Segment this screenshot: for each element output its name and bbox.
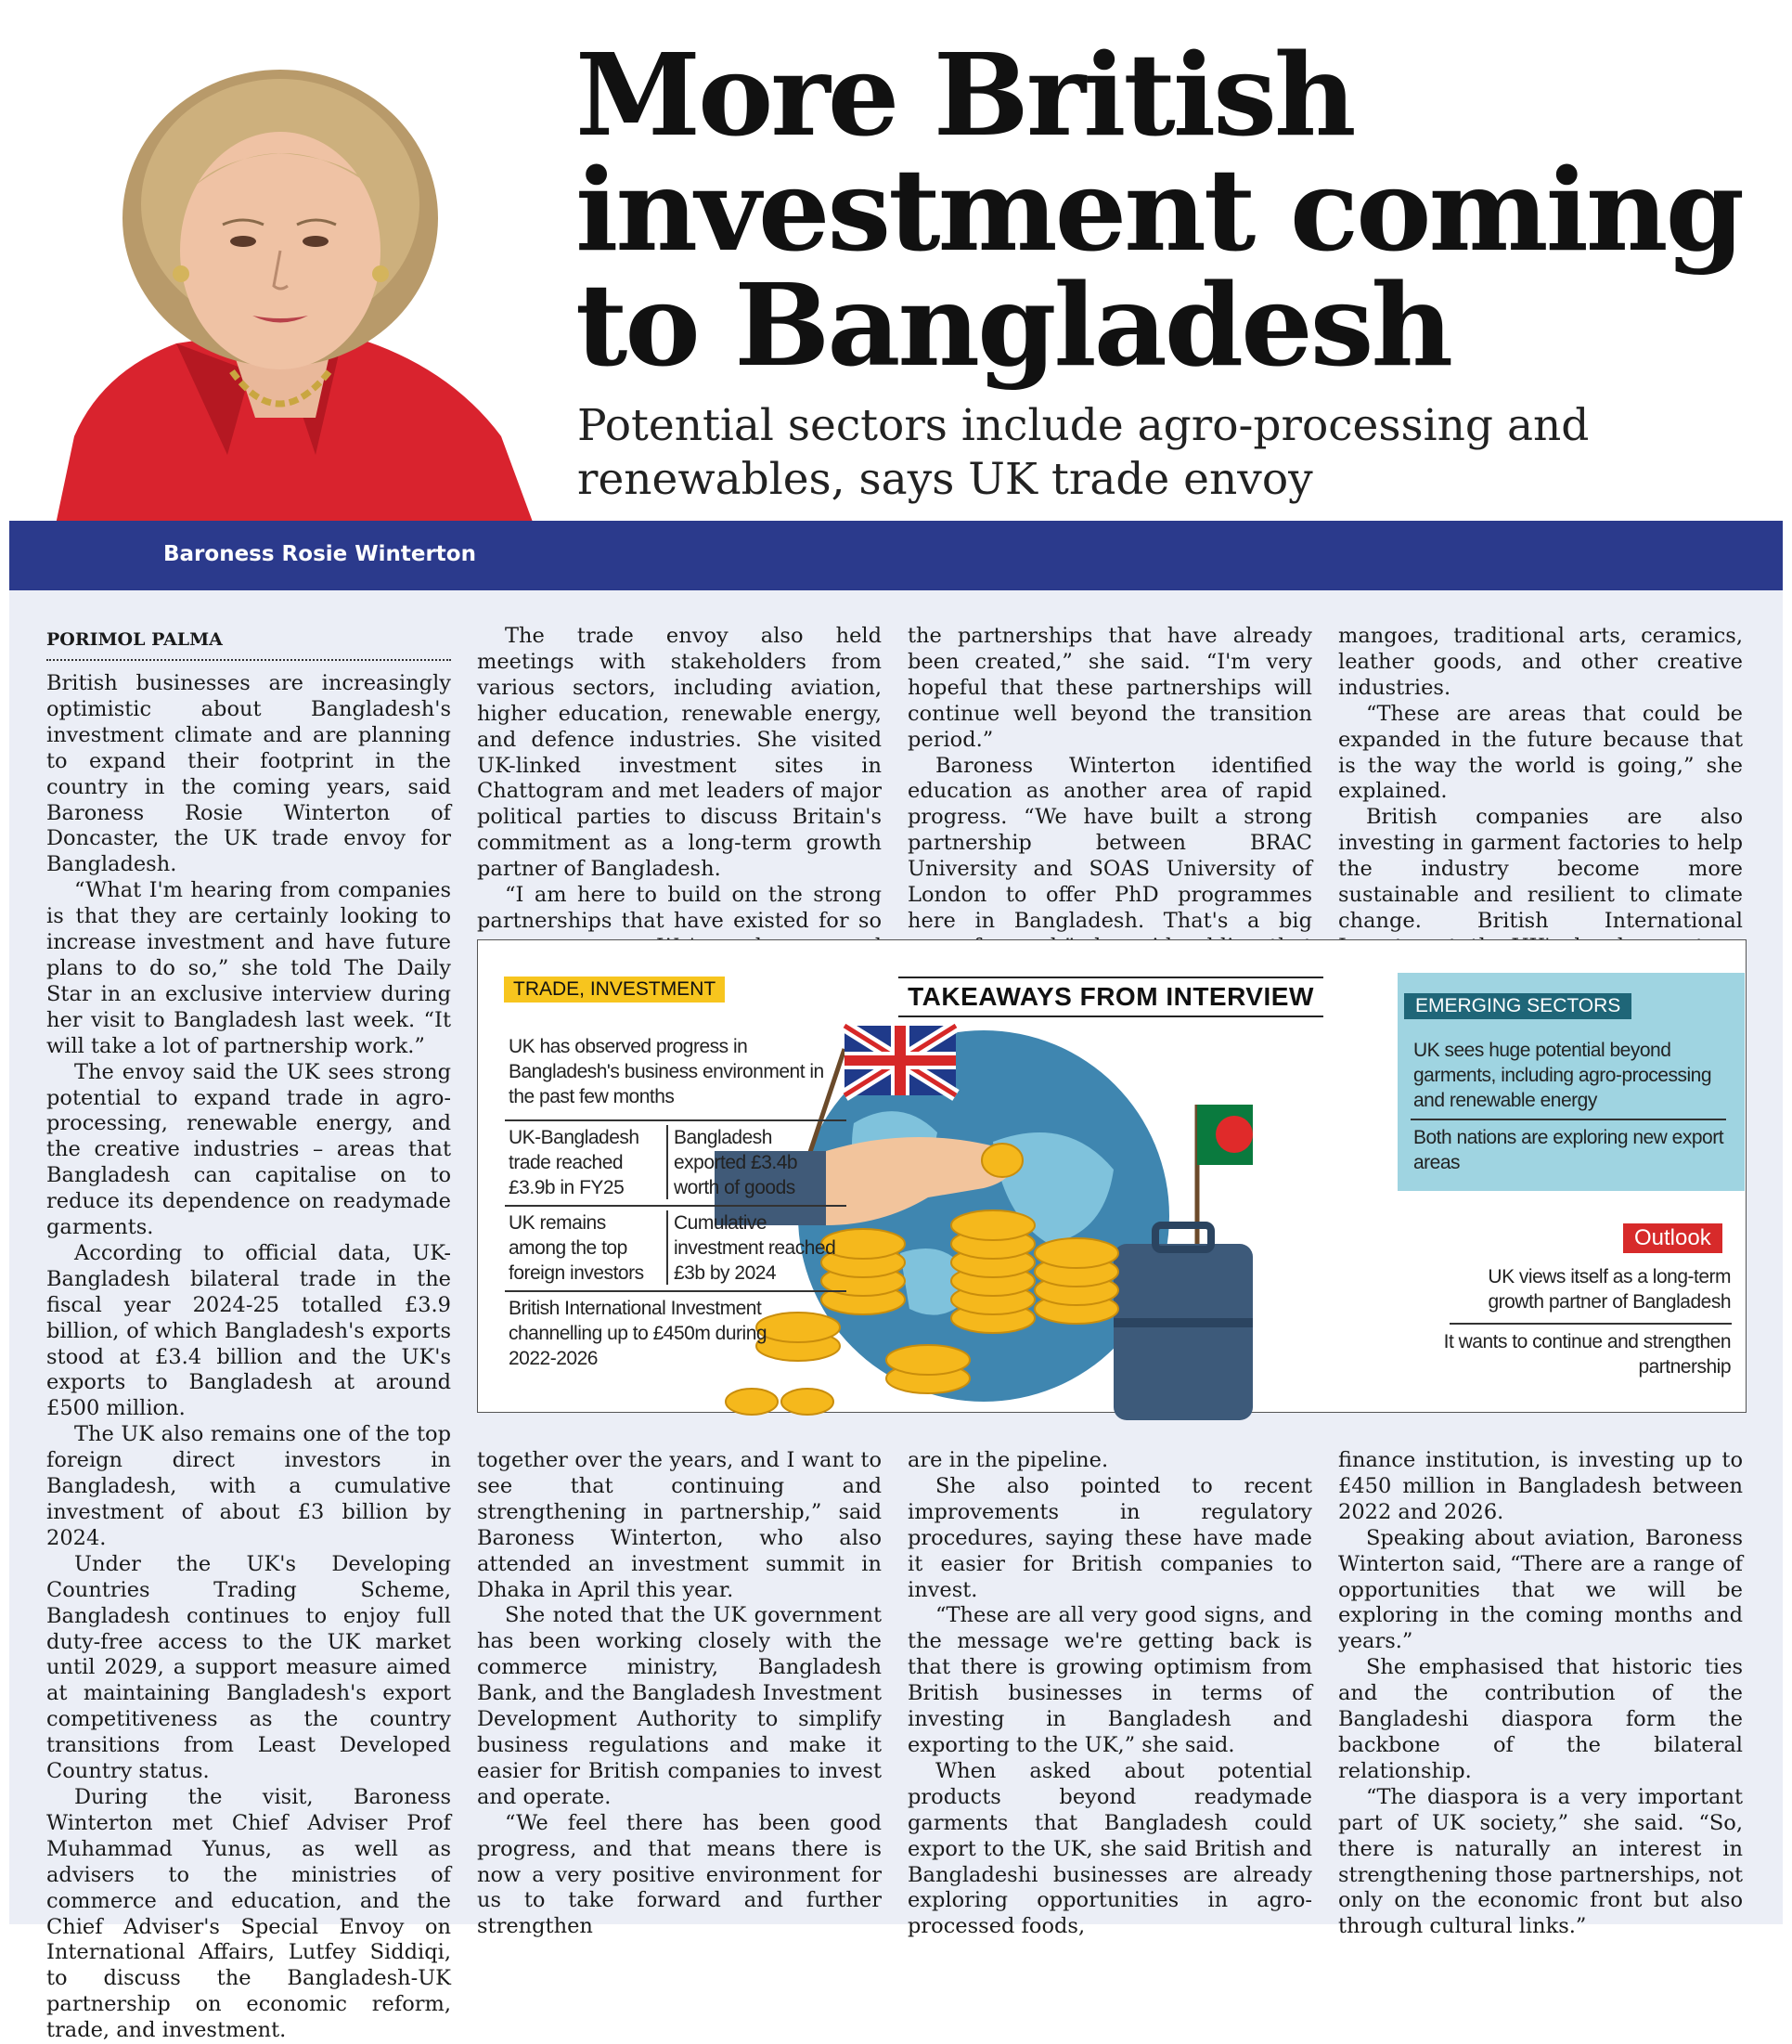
article-column-4-top [1338,624,1743,961]
paragraph: “The diaspora is a very important part of UK society,” she said. “So, there is naturally an interest in strengthening those partnerships, not only on the economic front but also through cultural links.” [1338,1784,1743,1939]
article-column-2-top [477,624,882,987]
paragraph: Baroness Winterton identified education as another area of rapid progress. “We have built a strong partnership between BRAC University and SOAS University of London to offer PhD programmes here in Bangladesh. That's a big [908,753,1312,933]
divider [505,1119,846,1121]
trade-fact-uk-bangladesh-trade: UK-Bangladesh trade reached £3.9b in FY25 [509,1127,639,1198]
paragraph: When asked about potential products beyond readymade garments that Bangladesh could export to the UK, she said British and Bangladeshi businesses are already exploring opportunities in agro-processed foods, [908,1758,1312,1939]
portrait-illustration [37,65,557,524]
paragraph: “What I'm hearing from companies is that they are certainly looking to increase investment and have future plans to do so,” she told The Daily Star in an exclusive interview during her visit to Bangladesh last week. “It will take a lot of partnership work.” [46,878,451,1058]
paragraph: She also pointed to recent improvements in regulatory procedures, saying these have made it easier for British companies to invest. [908,1473,1312,1602]
paragraph: “We feel there has been good progress, and that means there is now a very positive environment for us to take forward and further strengthen [477,1810,882,1939]
paragraph: “These are areas that could be expanded in the future because that is the way the world is going,” she explained. [1338,701,1743,804]
paragraph: “These are all very good signs, and the message we're getting back is that there is growing optimism from British businesses in terms of investing in Bangladesh and exporting to the UK,” she said. [908,1603,1312,1757]
paragraph: The envoy said the UK sees strong potential to expand trade in agro-processing, renewable energy, and the creative industries – areas that Bangladesh can capitalise on to reduce its dependence on readymade garments. [46,1059,451,1240]
trade-fact-bangladesh-exports: Bangladesh exported £3.4b worth of goods [674,1127,798,1198]
emerging-point-2: Both nations are exploring new export areas [1413,1127,1724,1173]
paragraph: British companies are also investing in garment factories to help the industry become more sustainable and resilient to climate change. British International [1338,805,1743,933]
paragraph: finance institution, is investing up to £450 million in Bangladesh between 2022 and 2026. [1338,1448,1743,1524]
divider [1450,1323,1732,1325]
paragraph: She noted that the UK government has been working closely with the commerce ministry, Bangladesh Bank, and the Bangladesh Investment Development Authority to simplify business regulations and make it easier for British companies to invest and operate. [477,1603,882,1809]
trade-investment-tag: TRADE, INVESTMENT [504,977,725,1003]
outlook-tag: Outlook [1623,1223,1722,1253]
photo-caption: Baroness Rosie Winterton [163,542,476,566]
divider [666,1125,668,1199]
article-column-2-bottom [477,1448,882,1940]
paragraph: The UK also remains one of the top foreign direct investors in Bangladesh, with a cumulative investment of about £3 billion by 2024. [46,1422,451,1550]
emerging-point-1: UK sees huge potential beyond garments, including agro-processing and renewable energy [1413,1040,1712,1111]
paragraph: British businesses are increasingly optimistic about Bangladesh's investment climate and are planning to expand their footprint in the country in the coming years, said Baroness Rosie Winterton of Doncaster, the UK trade envoy for Bangladesh. [46,671,451,877]
outlook-point-2: It wants to continue and strengthen partnership [1443,1331,1731,1378]
subheadline: Potential sectors include agro-processing and renewables, says UK trade envoy [577,400,1590,505]
divider [505,1290,846,1292]
paragraph: Speaking about aviation, Baroness Winterton said, “There are a range of opportunities that we will be exploring in the coming months and years.” [1338,1525,1743,1654]
trade-fact-top-investors: UK remains among the top foreign investors [509,1212,644,1284]
headline: More British investment coming to Bangladesh [575,28,1742,392]
byline: PORIMOL PALMA [46,629,451,661]
paragraph: The trade envoy also held meetings with stakeholders from various sectors, including aviation, higher education, renewable energy, and defence industries. She visited UK-linked investment sites in Chattogram and met leaders of major political parties to discuss Britain's commitment as a long-term growth partner of Bangladesh. [477,624,882,882]
paragraph: mangoes, traditional arts, ceramics, leather goods, and other creative industries. [1338,624,1743,700]
paragraph: According to official data, UK-Bangladesh bilateral trade in the fiscal year 2024-25 totalled £3.9 billion, of which Bangladesh's exports stood at £3.4 billion and the UK's exports to Bangladesh at around £500 million. [46,1240,451,1421]
paragraph: together over the years, and I want to see that continuing and strengthening in partnership,” said Baroness Winterton, who also attended an investment summit in Dhaka in April this year. [477,1448,882,1602]
article-column-4-bottom [1338,1448,1743,1940]
paragraph: the partnerships that have already been created,” she said. “I'm very hopeful that these partnerships will continue well beyond the transition period.” [908,624,1312,752]
paragraph: During the visit, Baroness Winterton met Chief Adviser Prof Muhammad Yunus, as well as advisers to the ministries of commerce and education, and the Chief Adviser's Special Envoy on International Affairs, Lutfey Siddiqi, to discuss the Bangladesh-UK partnership on economic reform, trade, and investment. [46,1784,451,2043]
trade-fact-bii: British International Investment channelling up to £450m during 2022-2026 [509,1298,767,1369]
paragraph: “I am here to build on the strong partnerships that have existed for so [477,883,882,933]
divider [1411,1119,1726,1120]
outlook-point-1: UK views itself as a long-term growth partner of Bangladesh [1488,1266,1731,1313]
trade-fact-cumulative-investment: Cumulative investment reached £3b by 2024 [674,1212,836,1284]
trade-intro: UK has observed progress in Bangladesh's business environment in the past few months [509,1036,824,1107]
divider [505,1205,846,1207]
emerging-sectors-tag: EMERGING SECTORS [1404,993,1631,1019]
article-column-3-top [908,624,1312,987]
article-column-1 [46,671,451,2044]
infographic-title: TAKEAWAYS FROM INTERVIEW [898,977,1323,1017]
paragraph: Under the UK's Developing Countries Trading Scheme, Bangladesh continues to enjoy full duty-free access to the UK market until 2029, a support measure aimed at maintaining Bangladesh's export competitiveness as the country transitions from Least Developed Country status. [46,1551,451,1784]
paragraph: are in the pipeline. [908,1448,1109,1472]
article-column-3-bottom [908,1448,1312,1940]
divider [666,1210,668,1285]
paragraph: She emphasised that historic ties and the contribution of the Bangladeshi diaspora form the backbone of the bilateral relationship. [1338,1655,1743,1783]
